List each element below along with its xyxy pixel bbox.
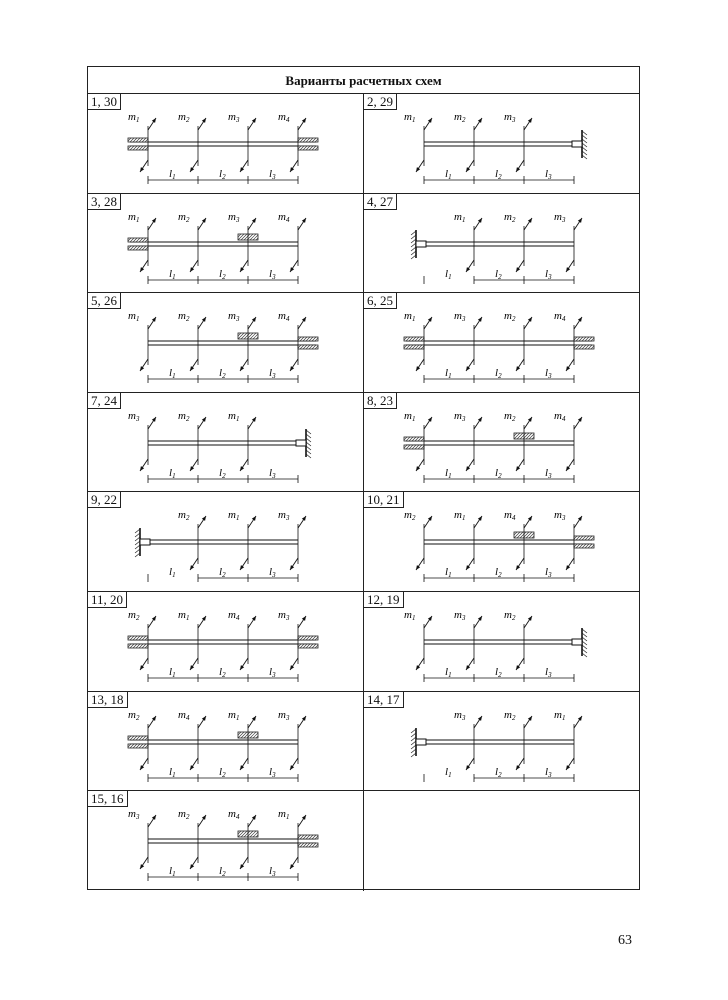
- moment-label-m3: m3: [454, 409, 466, 423]
- moment-label-m3: m3: [454, 310, 466, 324]
- variant-label: 11, 20: [88, 592, 127, 608]
- wall-support: [296, 429, 311, 458]
- moment-label-m4: m4: [554, 310, 566, 324]
- variant-cell: [88, 692, 364, 792]
- moment-label-m4: m4: [278, 111, 290, 124]
- shaft: [424, 142, 574, 146]
- scheme-diagram: [364, 492, 640, 591]
- bearing-right-lower: [298, 345, 318, 349]
- moment-label-m4: m4: [278, 210, 290, 224]
- bearing-right: [298, 337, 318, 341]
- moment-label-m1: m1: [454, 210, 466, 224]
- length-label-l2: l2: [219, 466, 226, 480]
- length-label-l3: l3: [545, 267, 552, 281]
- shaft: [424, 740, 574, 744]
- moment-label-m2: m2: [504, 708, 516, 722]
- moment-label-m1: m1: [228, 409, 240, 423]
- scheme-diagram: [364, 94, 640, 193]
- variant-cell: [364, 194, 639, 294]
- moment-label-m2: m2: [404, 509, 416, 523]
- scheme-diagram: [88, 791, 364, 890]
- length-label-l2: l2: [495, 566, 502, 580]
- scheme-diagram: [88, 492, 364, 591]
- variant-label: 12, 19: [364, 592, 404, 608]
- moment-label-m3: m3: [128, 409, 140, 423]
- moment-label-m4: m4: [278, 310, 290, 324]
- shaft: [424, 242, 574, 246]
- page-number: 63: [618, 933, 632, 948]
- moment-label-m2: m2: [178, 509, 190, 523]
- moment-label-m2: m2: [178, 808, 190, 822]
- moment-label-m1: m1: [228, 708, 240, 722]
- length-label-l3: l3: [269, 666, 276, 679]
- length-label-l2: l2: [495, 267, 502, 281]
- moment-label-m4: m4: [554, 409, 566, 423]
- shaft: [424, 640, 574, 644]
- bearing-right: [298, 835, 318, 839]
- bearing-right: [574, 337, 594, 341]
- length-label-l3: l3: [545, 666, 552, 679]
- length-label-l1: l1: [445, 566, 452, 580]
- variant-label: 9, 22: [88, 492, 121, 508]
- variant-cell: [88, 492, 364, 592]
- moment-label-m2: m2: [504, 210, 516, 224]
- bearing-left: [404, 337, 424, 341]
- variant-label: 4, 27: [364, 194, 397, 210]
- moment-label-m1: m1: [178, 609, 190, 622]
- scheme-diagram: [88, 194, 364, 293]
- length-label-l3: l3: [545, 765, 552, 779]
- bearing-left-lower: [128, 644, 148, 648]
- shaft: [424, 540, 592, 544]
- length-label-l2: l2: [495, 666, 502, 679]
- moment-label-m3: m3: [454, 708, 466, 722]
- bearing-right-lower: [298, 644, 318, 648]
- bearing-right-lower: [574, 544, 594, 548]
- moment-label-m3: m3: [554, 509, 566, 523]
- length-label-l2: l2: [219, 367, 226, 381]
- moment-label-m2: m2: [504, 609, 516, 622]
- moment-label-m2: m2: [128, 708, 140, 722]
- bearing-left: [404, 437, 424, 441]
- bearing-right-lower: [574, 345, 594, 349]
- moment-label-m1: m1: [128, 210, 140, 224]
- variant-cell: [88, 194, 364, 294]
- moment-label-m3: m3: [278, 708, 290, 722]
- variant-cell: [364, 293, 639, 393]
- moment-label-m2: m2: [178, 111, 190, 124]
- shaft: [130, 242, 298, 246]
- length-label-l1: l1: [445, 267, 452, 281]
- wall-support: [135, 528, 150, 557]
- moment-label-m1: m1: [128, 310, 140, 324]
- length-label-l1: l1: [169, 865, 176, 879]
- bearing-right-lower: [298, 843, 318, 847]
- variant-cell: [88, 393, 364, 493]
- variant-cell: [364, 393, 639, 493]
- length-label-l3: l3: [269, 865, 276, 879]
- variant-label: 2, 29: [364, 94, 397, 110]
- length-label-l3: l3: [269, 566, 276, 580]
- scheme-diagram: [88, 692, 364, 791]
- length-label-l1: l1: [445, 367, 452, 381]
- bearing-right: [574, 536, 594, 540]
- variant-label: 6, 25: [364, 293, 397, 309]
- length-label-l3: l3: [545, 466, 552, 480]
- moment-label-m3: m3: [278, 509, 290, 523]
- variant-label: 3, 28: [88, 194, 121, 210]
- shaft: [406, 441, 574, 445]
- length-label-l1: l1: [169, 666, 176, 679]
- length-label-l1: l1: [445, 765, 452, 779]
- length-label-l3: l3: [269, 466, 276, 480]
- variant-label: 14, 17: [364, 692, 404, 708]
- moment-label-m3: m3: [278, 609, 290, 622]
- length-label-l2: l2: [219, 566, 226, 580]
- shaft: [130, 740, 298, 744]
- length-label-l3: l3: [545, 168, 552, 181]
- length-label-l1: l1: [445, 168, 452, 181]
- moment-label-m1: m1: [128, 111, 140, 124]
- shaft: [130, 142, 316, 146]
- scheme-diagram: [364, 194, 640, 293]
- wall-support: [411, 728, 426, 757]
- bearing-right: [298, 636, 318, 640]
- bearing-left: [128, 138, 148, 142]
- variant-label: 7, 24: [88, 393, 121, 409]
- variant-label: 8, 23: [364, 393, 397, 409]
- shaft: [406, 341, 592, 345]
- moment-label-m3: m3: [504, 111, 516, 124]
- length-label-l3: l3: [269, 765, 276, 779]
- moment-label-m3: m3: [228, 210, 240, 224]
- length-label-l2: l2: [219, 765, 226, 779]
- wall-support: [572, 130, 587, 159]
- length-label-l1: l1: [445, 466, 452, 480]
- bearing-left: [128, 238, 148, 242]
- variant-label: 5, 26: [88, 293, 121, 309]
- variant-cell: [88, 94, 364, 194]
- moment-label-m3: m3: [554, 210, 566, 224]
- moment-label-m4: m4: [178, 708, 190, 722]
- moment-label-m2: m2: [178, 409, 190, 423]
- moment-label-m2: m2: [128, 609, 140, 622]
- moment-label-m2: m2: [178, 310, 190, 324]
- variant-label: 15, 16: [88, 791, 128, 807]
- moment-label-m3: m3: [228, 111, 240, 124]
- variant-cell: [364, 592, 639, 692]
- moment-label-m4: m4: [228, 609, 240, 622]
- moment-label-m4: m4: [504, 509, 516, 523]
- variant-cell: [364, 791, 639, 891]
- variant-cell: [88, 293, 364, 393]
- bearing-left-lower: [404, 445, 424, 449]
- bearing-left-lower: [128, 146, 148, 150]
- length-label-l2: l2: [219, 865, 226, 879]
- scheme-diagram: [364, 293, 640, 392]
- scheme-diagram: [88, 393, 364, 492]
- moment-label-m3: m3: [128, 808, 140, 822]
- moment-label-m4: m4: [228, 808, 240, 822]
- length-label-l2: l2: [495, 466, 502, 480]
- length-label-l3: l3: [269, 267, 276, 281]
- length-label-l1: l1: [169, 367, 176, 381]
- moment-label-m1: m1: [554, 708, 566, 722]
- moment-label-m1: m1: [454, 509, 466, 523]
- length-label-l2: l2: [495, 168, 502, 181]
- length-label-l1: l1: [169, 168, 176, 181]
- moment-label-m3: m3: [228, 310, 240, 324]
- shaft: [148, 441, 298, 445]
- moment-label-m1: m1: [404, 609, 416, 622]
- length-label-l1: l1: [169, 267, 176, 281]
- length-label-l1: l1: [169, 466, 176, 480]
- bearing-left-lower: [128, 744, 148, 748]
- variant-cell: [364, 492, 639, 592]
- length-label-l2: l2: [495, 367, 502, 381]
- shaft: [148, 341, 316, 345]
- bearing-left: [128, 736, 148, 740]
- moment-label-m2: m2: [504, 409, 516, 423]
- scheme-diagram: [364, 393, 640, 492]
- moment-label-m1: m1: [404, 111, 416, 124]
- moment-label-m1: m1: [278, 808, 290, 822]
- shaft: [148, 540, 298, 544]
- length-label-l3: l3: [269, 168, 276, 181]
- shaft: [148, 839, 316, 843]
- variants-table: [87, 66, 640, 890]
- length-label-l2: l2: [219, 168, 226, 181]
- moment-label-m3: m3: [454, 609, 466, 622]
- length-label-l3: l3: [269, 367, 276, 381]
- variant-label: 1, 30: [88, 94, 121, 110]
- wall-support: [411, 230, 426, 259]
- moment-label-m1: m1: [404, 409, 416, 423]
- scheme-diagram: [364, 592, 640, 691]
- bearing-right-lower: [298, 146, 318, 150]
- length-label-l1: l1: [169, 566, 176, 580]
- length-label-l2: l2: [219, 267, 226, 281]
- variant-label: 13, 18: [88, 692, 128, 708]
- length-label-l1: l1: [169, 765, 176, 779]
- bearing-left-lower: [404, 345, 424, 349]
- bearing-left-lower: [128, 246, 148, 250]
- moment-label-m2: m2: [454, 111, 466, 124]
- moment-label-m2: m2: [504, 310, 516, 324]
- wall-support: [572, 628, 587, 657]
- length-label-l2: l2: [495, 765, 502, 779]
- scheme-diagram: [364, 692, 640, 791]
- scheme-diagram: [88, 592, 364, 691]
- variant-cell: [88, 791, 364, 891]
- moment-label-m1: m1: [404, 310, 416, 324]
- variant-cell: [364, 94, 639, 194]
- moment-label-m1: m1: [228, 509, 240, 523]
- bearing-right: [298, 138, 318, 142]
- moment-label-m2: m2: [178, 210, 190, 224]
- scheme-diagram: [88, 293, 364, 392]
- length-label-l3: l3: [545, 367, 552, 381]
- variant-cell: [364, 692, 639, 792]
- table-title: Варианты расчетных схем: [88, 67, 639, 94]
- bearing-left: [128, 636, 148, 640]
- length-label-l3: l3: [545, 566, 552, 580]
- shaft: [130, 640, 316, 644]
- variant-cell: [88, 592, 364, 692]
- length-label-l1: l1: [445, 666, 452, 679]
- variant-label: 10, 21: [364, 492, 404, 508]
- length-label-l2: l2: [219, 666, 226, 679]
- scheme-diagram: [88, 94, 364, 193]
